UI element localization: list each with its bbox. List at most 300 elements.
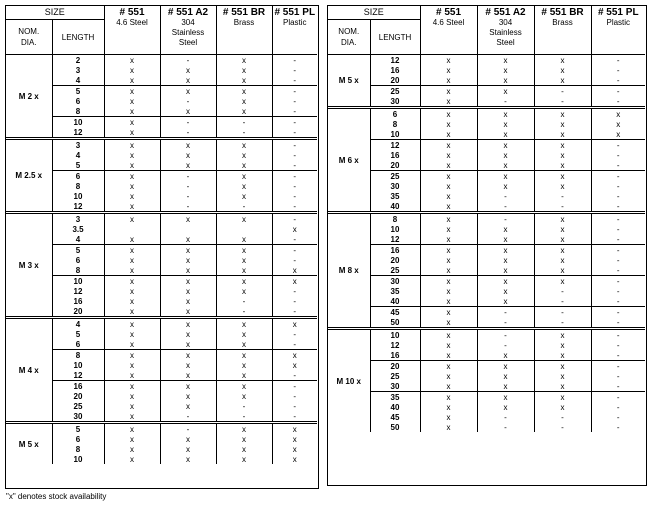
col-551br-availability: x	[216, 96, 272, 106]
length-cell: 3	[52, 213, 104, 225]
col-551pl-availability: -	[293, 411, 297, 421]
length-cell: 12	[52, 127, 104, 139]
col-551-availability: x	[104, 360, 160, 370]
table-row	[328, 75, 645, 86]
col-551a2-availability: x	[477, 108, 534, 120]
table-row	[6, 276, 317, 287]
col-551pl-availability: -	[591, 276, 645, 287]
col-551-availability: x	[420, 234, 477, 245]
col-551a2-availability: x	[160, 296, 216, 306]
col-551pl-availability: -	[293, 339, 297, 349]
col-551pl-availability: -	[616, 181, 620, 191]
length-cell: 50	[370, 317, 420, 329]
col-551br-availability: x	[534, 108, 591, 120]
col-551-availability: x	[104, 213, 160, 225]
table-row	[6, 329, 317, 339]
table-row	[6, 423, 317, 435]
col-551br-availability: x	[216, 265, 272, 276]
col-551a2-availability: x	[160, 350, 216, 361]
col-551br-availability: x	[216, 86, 272, 97]
col-551a2-availability: -	[477, 307, 534, 318]
col-551pl-availability: -	[591, 392, 645, 403]
col-551pl-availability: x	[272, 423, 317, 435]
right-table-body	[328, 55, 645, 433]
col-551br-availability: -	[216, 296, 272, 306]
col-551br-availability: x	[534, 160, 591, 171]
length-cell: 16	[370, 350, 420, 361]
col-551br-availability: x	[534, 65, 591, 75]
col-551pl-availability: x	[616, 129, 621, 139]
table-row	[6, 245, 317, 256]
col-551a2-availability: x	[160, 401, 216, 411]
col-551br-availability: x	[534, 340, 591, 350]
col-551br-availability: x	[216, 391, 272, 401]
col-551-header: # 551 4.6 Steel	[104, 6, 160, 55]
col-551br-availability: x	[216, 150, 272, 160]
length-cell: 6	[52, 339, 104, 350]
length-cell: 8	[52, 265, 104, 276]
col-551a2-availability: x	[160, 255, 216, 265]
col-551br-availability: x	[216, 350, 272, 361]
table-row	[328, 286, 645, 296]
col-551pl-availability: -	[616, 422, 620, 432]
col-551-availability: x	[104, 381, 160, 392]
col-551br-availability: x	[534, 361, 591, 372]
col-551pl-availability: -	[272, 55, 317, 66]
length-cell: 16	[370, 65, 420, 75]
table-row	[6, 411, 317, 423]
col-551pl-availability: x	[272, 318, 317, 330]
col-551-availability: x	[420, 55, 477, 66]
col-551br-availability: x	[216, 160, 272, 171]
col-551-availability: x	[104, 86, 160, 97]
col-551a2-availability: -	[477, 422, 534, 432]
table-row	[328, 340, 645, 350]
col-551a2-availability: x	[477, 402, 534, 412]
col-551-availability	[104, 224, 160, 234]
col-551a2-availability: x	[160, 454, 216, 464]
col-551-availability: x	[420, 350, 477, 361]
length-cell: 3	[52, 139, 104, 151]
length-cell: 20	[370, 75, 420, 86]
table-row	[328, 201, 645, 213]
col-551pl-availability: -	[272, 117, 317, 128]
col-551a2-availability: x	[477, 86, 534, 97]
col-551pl-availability: -	[591, 140, 645, 151]
length-cell: 6	[52, 255, 104, 265]
col-551-availability: x	[420, 129, 477, 140]
col-551br-availability: -	[216, 411, 272, 423]
col-551pl-availability: -	[293, 201, 297, 211]
col-551br-availability: -	[216, 201, 272, 213]
table-row	[6, 401, 317, 411]
col-551pl-availability: -	[616, 296, 620, 306]
col-551-availability: x	[420, 213, 477, 225]
col-551br-availability: x	[216, 360, 272, 370]
col-551a2-availability: x	[160, 434, 216, 444]
col-551pl-availability: -	[293, 391, 297, 401]
length-cell: 4	[52, 318, 104, 330]
length-cell: 8	[52, 106, 104, 117]
table-row	[6, 360, 317, 370]
table-row	[328, 213, 645, 225]
table-row	[6, 201, 317, 213]
col-551pl-header: # 551 PL Plastic	[591, 6, 645, 55]
nominal-diameter: M 5 x	[328, 55, 370, 108]
col-551a2-availability: x	[160, 318, 216, 330]
col-551pl-availability: -	[293, 160, 297, 170]
col-551-availability: x	[104, 454, 160, 464]
length-cell: 8	[370, 213, 420, 225]
length-cell: 10	[52, 360, 104, 370]
length-cell: 10	[370, 224, 420, 234]
col-551a2-availability: x	[160, 276, 216, 287]
table-row	[328, 350, 645, 361]
table-row	[6, 150, 317, 160]
table-row	[328, 422, 645, 432]
length-cell: 6	[52, 96, 104, 106]
col-551-availability: x	[104, 117, 160, 128]
col-551pl-availability: -	[616, 75, 620, 85]
col-551-availability: x	[104, 171, 160, 182]
col-551-availability: x	[104, 370, 160, 381]
col-551-availability: x	[104, 127, 160, 139]
table-row	[6, 265, 317, 276]
col-551br-availability: -	[216, 117, 272, 128]
col-551-availability: x	[104, 160, 160, 171]
length-cell: 25	[370, 86, 420, 97]
col-551-availability: x	[420, 255, 477, 265]
col-551-availability: x	[420, 276, 477, 287]
col-551a2-header: # 551 A2 304 Stainless Steel	[160, 6, 216, 55]
col-551-availability: x	[104, 286, 160, 296]
col-551pl-availability: -	[616, 65, 620, 75]
col-551a2-availability: -	[160, 181, 216, 191]
col-551br-header: # 551 BR Brass	[534, 6, 591, 55]
col-551-availability: x	[104, 65, 160, 75]
col-551pl-availability: -	[616, 150, 620, 160]
col-551a2-availability: x	[477, 119, 534, 129]
col-551a2-availability: x	[160, 65, 216, 75]
col-551pl-availability: -	[272, 245, 317, 256]
length-header: LENGTH	[52, 20, 104, 55]
col-551a2-availability: x	[477, 150, 534, 160]
col-551a2-availability: x	[477, 55, 534, 66]
length-cell: 5	[52, 245, 104, 256]
col-551-availability: x	[420, 381, 477, 392]
col-551br-availability: x	[216, 444, 272, 454]
length-cell: 5	[52, 86, 104, 97]
length-cell: 12	[370, 140, 420, 151]
table-row	[328, 96, 645, 108]
length-cell: 16	[370, 150, 420, 160]
col-551-availability: x	[104, 234, 160, 245]
col-551pl-availability: x	[292, 265, 297, 275]
table-row	[328, 108, 645, 120]
col-551a2-availability: x	[477, 65, 534, 75]
col-551a2-availability: x	[477, 181, 534, 191]
col-551a2-availability: x	[477, 296, 534, 307]
col-551pl-availability: -	[616, 160, 620, 170]
table-row	[6, 96, 317, 106]
col-551pl-availability: -	[591, 86, 645, 97]
length-cell: 6	[370, 108, 420, 120]
col-551br-availability: x	[534, 119, 591, 129]
col-551pl-availability: x	[292, 454, 297, 464]
col-551a2-availability: x	[160, 265, 216, 276]
col-551-availability: x	[104, 245, 160, 256]
table-row	[328, 381, 645, 392]
col-551a2-availability: x	[477, 286, 534, 296]
col-551a2-availability	[160, 224, 216, 234]
col-551br-availability: -	[534, 191, 591, 201]
col-551pl-availability: -	[616, 402, 620, 412]
col-551-availability: x	[420, 224, 477, 234]
col-551-availability: x	[104, 350, 160, 361]
length-cell: 8	[52, 350, 104, 361]
table-row	[328, 371, 645, 381]
col-551-availability: x	[104, 329, 160, 339]
col-551-availability: x	[104, 318, 160, 330]
table-row	[6, 234, 317, 245]
col-551pl-availability: x	[292, 360, 297, 370]
table-row	[6, 255, 317, 265]
col-551-availability: x	[104, 296, 160, 306]
col-551a2-availability: x	[160, 106, 216, 117]
length-cell: 35	[370, 286, 420, 296]
table-row	[6, 106, 317, 117]
col-551pl-availability: -	[293, 96, 297, 106]
left-table-body	[6, 55, 317, 465]
length-cell: 10	[52, 454, 104, 464]
table-row	[6, 65, 317, 75]
col-551br-availability: x	[216, 234, 272, 245]
length-cell: 25	[370, 171, 420, 182]
col-551a2-availability: -	[160, 191, 216, 201]
length-cell: 30	[370, 276, 420, 287]
nominal-diameter: M 2.5 x	[6, 139, 52, 213]
col-551-availability: x	[104, 191, 160, 201]
col-551-availability: x	[420, 340, 477, 350]
col-551-availability: x	[104, 411, 160, 423]
length-cell: 12	[52, 201, 104, 213]
length-cell: 12	[370, 340, 420, 350]
col-551pl-availability: -	[293, 401, 297, 411]
col-551pl-availability: -	[591, 329, 645, 341]
col-551-availability: x	[420, 422, 477, 432]
col-551a2-availability: x	[477, 245, 534, 256]
table-row	[6, 224, 317, 234]
col-551-header: # 551 4.6 Steel	[420, 6, 477, 55]
nominal-diameter: M 5 x	[6, 423, 52, 465]
col-551br-availability: x	[534, 329, 591, 341]
table-row	[328, 65, 645, 75]
length-cell: 35	[370, 392, 420, 403]
length-cell: 10	[52, 276, 104, 287]
col-551pl-availability: x	[272, 350, 317, 361]
col-551br-availability: x	[216, 329, 272, 339]
col-551-availability: x	[104, 96, 160, 106]
length-cell: 8	[370, 119, 420, 129]
table-row	[6, 117, 317, 128]
length-cell: 10	[370, 129, 420, 140]
length-cell: 30	[370, 181, 420, 191]
nom-dia-header: NOM. DIA.	[328, 20, 370, 55]
col-551br-availability: x	[216, 276, 272, 287]
length-cell: 20	[52, 391, 104, 401]
col-551pl-availability: -	[293, 75, 297, 85]
col-551br-availability: -	[534, 86, 591, 97]
col-551pl-availability: x	[591, 108, 645, 120]
col-551pl-availability: -	[591, 55, 645, 66]
col-551a2-availability: x	[477, 224, 534, 234]
col-551-availability: x	[104, 423, 160, 435]
col-551pl-availability: -	[272, 139, 317, 151]
col-551-availability: x	[420, 75, 477, 86]
nominal-diameter: M 4 x	[6, 318, 52, 423]
col-551pl-availability: -	[591, 361, 645, 372]
length-cell: 8	[52, 181, 104, 191]
length-cell: 5	[52, 329, 104, 339]
col-551a2-availability: x	[477, 350, 534, 361]
col-551br-availability: x	[216, 434, 272, 444]
length-cell: 4	[52, 150, 104, 160]
col-551a2-availability: x	[160, 391, 216, 401]
col-551a2-availability: x	[477, 392, 534, 403]
length-cell: 12	[370, 55, 420, 66]
col-551-availability: x	[420, 108, 477, 120]
col-551a2-availability: -	[160, 171, 216, 182]
table-row	[328, 129, 645, 140]
table-row	[6, 350, 317, 361]
col-551pl-availability: -	[293, 234, 297, 244]
length-cell: 25	[370, 371, 420, 381]
table-row	[328, 160, 645, 171]
col-551pl-availability: -	[293, 65, 297, 75]
table-row	[6, 444, 317, 454]
length-cell: 25	[52, 401, 104, 411]
col-551-availability: x	[420, 140, 477, 151]
col-551br-availability: x	[534, 129, 591, 140]
table-row	[6, 127, 317, 139]
col-551br-availability: x	[216, 423, 272, 435]
col-551-availability: x	[420, 171, 477, 182]
col-551br-availability: x	[534, 234, 591, 245]
col-551a2-availability: -	[477, 329, 534, 341]
table-row	[328, 191, 645, 201]
col-551br-availability: x	[216, 255, 272, 265]
col-551pl-availability: -	[272, 86, 317, 97]
length-cell: 3	[52, 65, 104, 75]
col-551pl-availability: x	[292, 434, 297, 444]
table-row	[6, 160, 317, 171]
col-551-availability: x	[104, 106, 160, 117]
col-551a2-availability: x	[477, 381, 534, 392]
table-row	[6, 181, 317, 191]
col-551-availability: x	[420, 119, 477, 129]
col-551pl-availability: -	[272, 381, 317, 392]
table-row	[328, 361, 645, 372]
col-551br-availability: x	[216, 75, 272, 86]
table-row	[328, 86, 645, 97]
table-row	[6, 139, 317, 151]
col-551-availability: x	[104, 434, 160, 444]
col-551-availability: x	[420, 150, 477, 160]
col-551br-availability	[216, 224, 272, 234]
col-551pl-availability: -	[591, 171, 645, 182]
col-551pl-availability: -	[591, 307, 645, 318]
table-row	[328, 276, 645, 287]
length-cell: 2	[52, 55, 104, 66]
col-551a2-availability: x	[477, 129, 534, 140]
table-row	[6, 191, 317, 201]
col-551a2-header: # 551 A2 304 Stainless Steel	[477, 6, 534, 55]
length-cell: 4	[52, 234, 104, 245]
col-551-availability: x	[420, 402, 477, 412]
col-551a2-availability: -	[160, 117, 216, 128]
col-551br-availability: x	[216, 454, 272, 464]
col-551br-availability: x	[216, 286, 272, 296]
col-551-availability: x	[104, 201, 160, 213]
table-row	[328, 119, 645, 129]
col-551br-availability: x	[534, 140, 591, 151]
col-551-availability: x	[104, 306, 160, 318]
col-551pl-availability: -	[616, 224, 620, 234]
col-551a2-availability: x	[160, 444, 216, 454]
table-row	[6, 391, 317, 401]
table-row	[328, 140, 645, 151]
col-551pl-availability: -	[616, 381, 620, 391]
col-551br-availability: x	[534, 276, 591, 287]
col-551pl-availability: x	[272, 276, 317, 287]
col-551pl-availability: x	[292, 224, 297, 234]
col-551br-availability: x	[216, 381, 272, 392]
size-header: SIZE	[328, 6, 420, 20]
table-row	[328, 55, 645, 66]
length-cell: 12	[52, 370, 104, 381]
nominal-diameter: M 10 x	[328, 329, 370, 433]
table-row	[328, 402, 645, 412]
right-stock-table	[328, 5, 645, 432]
col-551a2-availability: x	[160, 75, 216, 86]
table-row	[6, 55, 317, 66]
col-551br-availability: x	[534, 381, 591, 392]
col-551pl-availability: -	[591, 213, 645, 225]
col-551a2-availability: x	[477, 171, 534, 182]
length-cell: 12	[370, 234, 420, 245]
length-cell: 35	[370, 191, 420, 201]
col-551-availability: x	[104, 401, 160, 411]
col-551a2-availability: -	[160, 55, 216, 66]
col-551a2-availability: x	[160, 339, 216, 350]
col-551br-availability: x	[534, 213, 591, 225]
col-551br-availability: -	[534, 412, 591, 422]
col-551br-header: # 551 BR Brass	[216, 6, 272, 55]
length-cell: 50	[370, 422, 420, 432]
table-row	[6, 213, 317, 225]
col-551pl-availability: -	[293, 150, 297, 160]
col-551pl-availability: -	[293, 286, 297, 296]
length-cell: 16	[52, 381, 104, 392]
col-551br-availability: x	[534, 245, 591, 256]
col-551-availability: x	[104, 391, 160, 401]
length-cell: 8	[52, 444, 104, 454]
table-row	[328, 317, 645, 329]
col-551br-availability: x	[216, 318, 272, 330]
col-551a2-availability: x	[477, 140, 534, 151]
col-551pl-availability: -	[616, 371, 620, 381]
length-cell: 25	[370, 265, 420, 276]
